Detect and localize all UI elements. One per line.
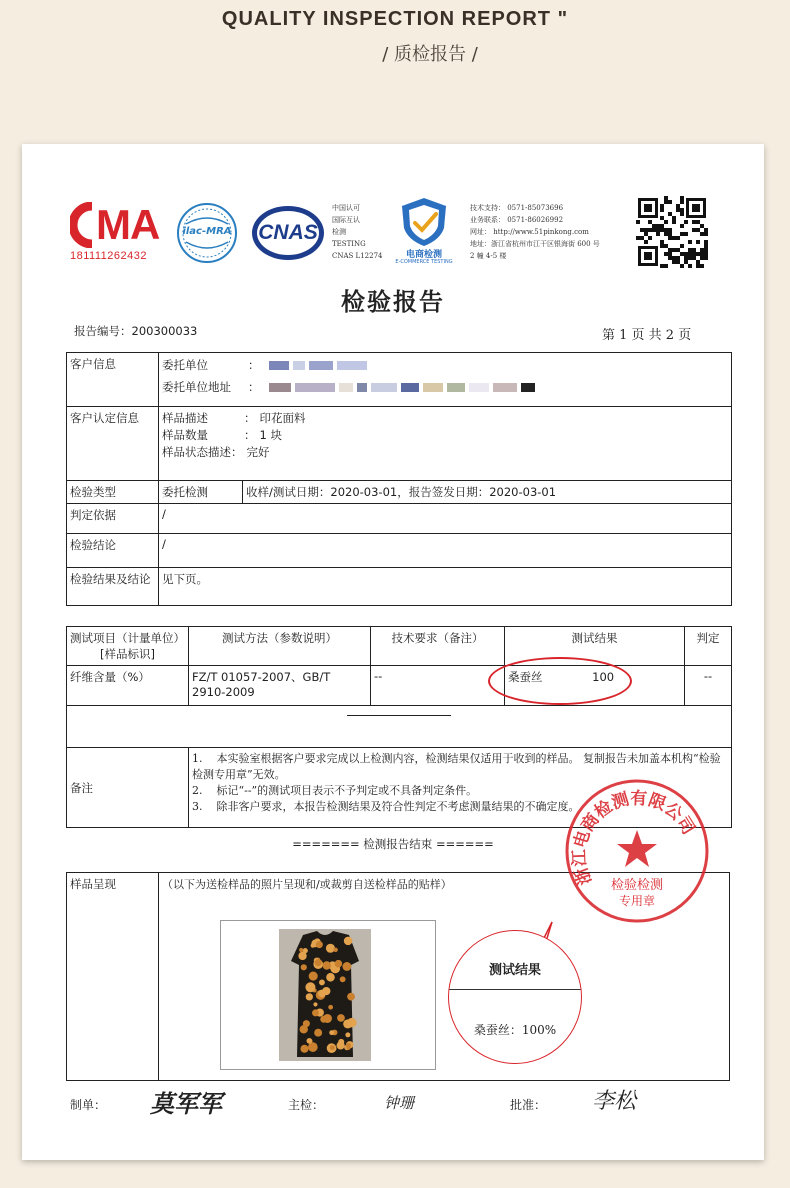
result-highlight-oval: [488, 657, 632, 705]
accreditation-text: 中国认可 国际互认 检测 TESTING CNAS L12274: [332, 204, 383, 260]
approver-signature: 李松: [592, 1089, 637, 1114]
sample-state: 完好: [246, 445, 270, 459]
contact-info: 技术支持： 0571-85073696 业务联系： 0571-86026992 网址： http://www.51pinkong.com 地址：浙江省杭州市江干区银海街 600 号 2 幢 4-5 楼: [470, 204, 600, 260]
conclusion: /: [159, 534, 732, 568]
ecommerce-testing-logo: [384, 196, 464, 266]
basis: /: [159, 504, 732, 534]
client-address-label: 委托单位地址: [162, 380, 231, 394]
cnas-logo: [250, 204, 326, 262]
header-requirement: 技术要求（备注）: [371, 627, 505, 666]
star-icon: [617, 830, 657, 867]
header-judgment: 判定: [685, 627, 732, 666]
sample-label: 样品呈现: [67, 873, 159, 1081]
remark-3: 3. 除非客户要求，本报告检测结果及符合性判定不考虑测量结果的不确定度。: [192, 800, 580, 813]
cma-logo: [70, 202, 166, 264]
client-address-redacted: [269, 380, 539, 394]
garment-icon: [221, 921, 435, 1069]
sample-note: （以下为送检样品的照片呈现和/或裁剪自送检样品的贴样）: [162, 878, 452, 891]
stamp-line1: 检验检测: [610, 878, 663, 893]
svg-text:浙江电商检测有限公司: [569, 788, 698, 888]
results: 见下页。: [159, 568, 732, 606]
maker-label: 制单：: [70, 1098, 107, 1112]
stamp-ring-text: 浙江电商检测有限公司: [569, 788, 699, 888]
sample-quantity: 1 块: [259, 428, 282, 442]
callout-divider: [449, 989, 581, 990]
info-table: 客户信息 委托单位 ： 委托单位地址 ： 客户认定信息 样品描述 ： 印花面料 样品数量 ： 1 块 样品状态描述： 完好 检验类型 委托检测 收样/测试日期：2020-03-01，报告签发日期：2020-03-01 判定依据 / 检验结论 / 检验结果及结论 见下页。: [66, 352, 732, 606]
header-result: 测试结果: [505, 627, 685, 666]
report-end-line: ======= 检测报告结束 ======: [292, 837, 494, 851]
report-number: 报告编号：200300033: [74, 324, 198, 338]
stamp-line2: 专用章: [618, 894, 655, 908]
qr-code: [636, 196, 708, 268]
cma-number: 181111262432: [70, 250, 147, 262]
sample-photo: [220, 920, 436, 1070]
row-fiber: 桑蚕丝: [508, 670, 543, 684]
ecommerce-en: E-COMMERCE TESTING: [395, 259, 453, 265]
inspect-type: 委托检测: [159, 481, 243, 504]
official-stamp: [564, 778, 710, 924]
checker-label: 主检：: [288, 1098, 325, 1112]
sample-description: 印花面料: [259, 411, 306, 425]
client-unit-redacted: [269, 358, 371, 372]
row-item: 纤维含量（%）: [67, 666, 189, 706]
cma-logo-text: MA: [96, 201, 160, 248]
dates: 收样/测试日期：2020-03-01，报告签发日期：2020-03-01: [243, 481, 732, 504]
maker-signature: 莫军军: [150, 1089, 222, 1118]
page-header-title: QUALITY INSPECTION REPORT ": [221, 8, 569, 30]
client-unit-label: 委托单位: [162, 358, 208, 372]
remark-2: 2. 标记“--”的测试项目表示不予判定或不具备判定条件。: [192, 784, 478, 797]
header-item: 测试项目（计量单位）[样品标识]: [67, 627, 189, 666]
remark-1: 1. 本实验室根据客户要求完成以上检测内容，检测结果仅适用于收到的样品。 复制报告未加盖本机构“检验检测专用章”无效。: [192, 752, 721, 781]
ecommerce-cn: 电商检测: [405, 250, 442, 260]
remarks-label: 备注: [67, 748, 189, 828]
report-paper: [22, 144, 764, 1160]
callout-circle: [448, 930, 582, 1064]
approver-label: 批准：: [510, 1098, 547, 1112]
checker-signature: 钟珊: [384, 1094, 415, 1112]
row-method: FZ/T 01057-2007、GB/T 2910-2009: [189, 666, 371, 706]
page-header-subtitle: / 质检报告 /: [382, 44, 478, 65]
row-value: 100: [592, 670, 615, 684]
shield-check-icon: [384, 196, 464, 248]
page-indicator: 第 1 页 共 2 页: [602, 328, 692, 343]
customer-info-label: 客户信息: [67, 353, 159, 407]
ilac-mra-logo: [176, 202, 238, 264]
ilac-text: ilac-MRA: [182, 226, 232, 237]
blank-line: [347, 715, 451, 716]
row-judgment: --: [685, 666, 732, 706]
cnas-text: CNAS: [258, 221, 318, 244]
report-title: 检验报告: [341, 287, 445, 316]
customer-confirm-label: 客户认定信息: [67, 407, 159, 481]
row-requirement: --: [371, 666, 505, 706]
header-method: 测试方法（参数说明）: [189, 627, 371, 666]
callout-title: 测试结果: [488, 963, 541, 978]
callout-result: 桑蚕丝：100%: [473, 1023, 557, 1037]
